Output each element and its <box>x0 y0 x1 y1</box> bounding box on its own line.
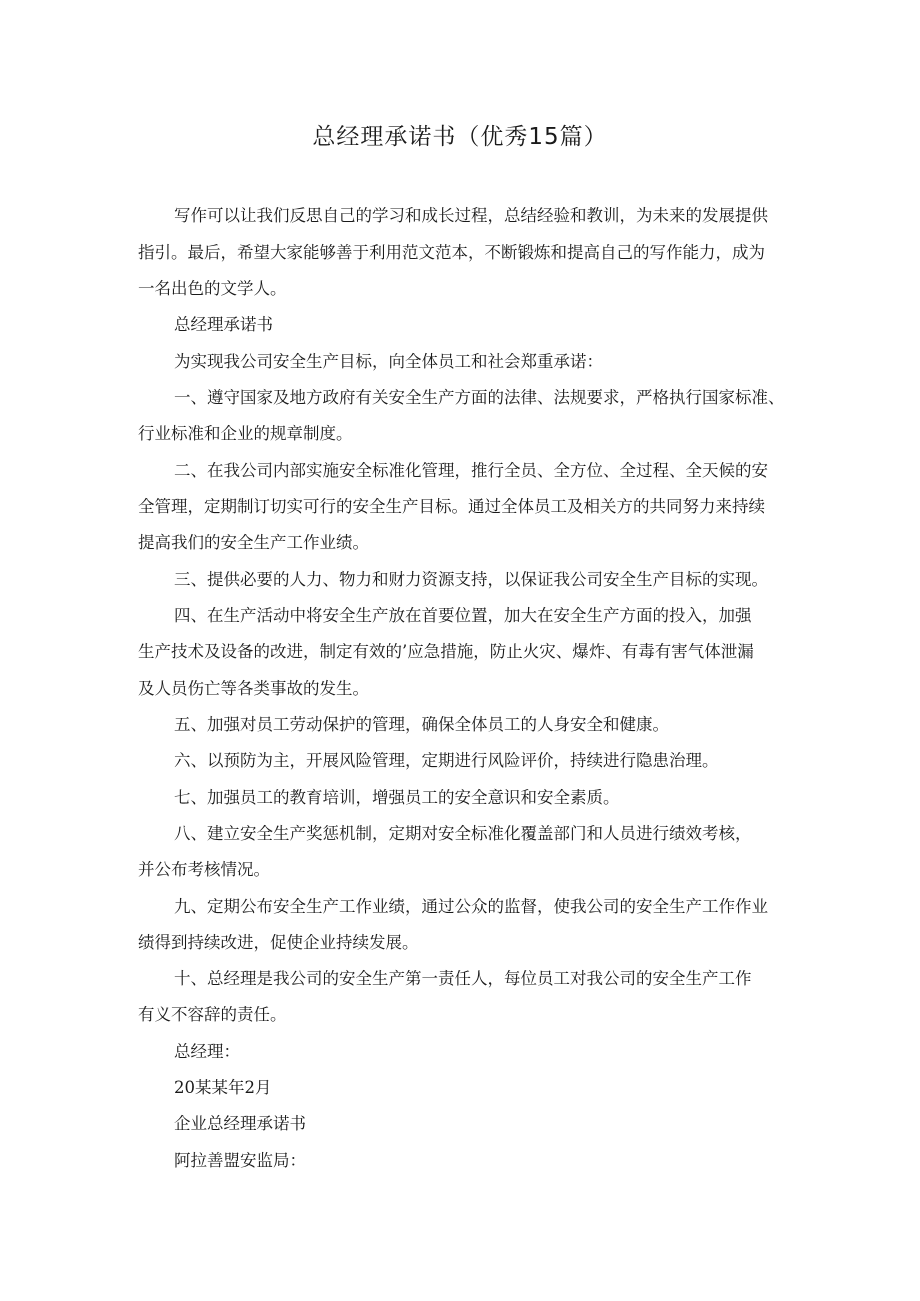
section-heading: 总经理承诺书 <box>174 315 273 334</box>
paragraph-line: 六、以预防为主，开展风险管理，定期进行风险评价，持续进行隐患治理。 <box>174 751 719 770</box>
paragraph-line: 并公布考核情况。 <box>138 860 270 879</box>
paragraph-line: 一、遵守国家及地方政府有关安全生产方面的法律、法规要求，严格执行国家标准、 <box>174 388 785 407</box>
paragraph-line: 八、建立安全生产奖惩机制，定期对安全标准化覆盖部门和人员进行绩效考核， <box>174 824 752 843</box>
section-heading: 企业总经理承诺书 <box>174 1114 306 1133</box>
paragraph-line: 生产技术及设备的改进，制定有效的’应急措施，防止火灾、爆炸、有毒有害气体泄漏 <box>138 642 754 661</box>
paragraph-line: 二、在我公司内部实施安全标准化管理，推行全员、全方位、全过程、全天候的安 <box>174 461 768 480</box>
paragraph-line: 绩得到持续改进，促使企业持续发展。 <box>138 933 419 952</box>
paragraph-line: 七、加强员工的教育培训，增强员工的安全意识和安全素质。 <box>174 788 620 807</box>
paragraph-line: 行业标准和企业的规章制度。 <box>138 424 353 443</box>
paragraph-line: 一名出色的文学人。 <box>138 279 287 298</box>
paragraph-line: 九、定期公布安全生产工作业绩，通过公众的监督，使我公司的安全生产工作作业 <box>174 897 768 916</box>
paragraph-line: 全管理，定期制订切实可行的安全生产目标。通过全体员工及相关方的共同努力来持续 <box>138 497 765 516</box>
paragraph-line: 及人员伤亡等各类事故的发生。 <box>138 679 369 698</box>
document-title: 总经理承诺书（优秀15篇） <box>312 124 608 150</box>
paragraph-line: 五、加强对员工劳动保护的管理，确保全体员工的人身安全和健康。 <box>174 715 669 734</box>
date-line: 20某某年2月 <box>174 1078 272 1097</box>
paragraph-line: 十、总经理是我公司的安全生产第一责任人，每位员工对我公司的安全生产工作 <box>174 969 752 988</box>
addressee-line: 阿拉善盟安监局： <box>174 1151 306 1170</box>
paragraph-line: 四、在生产活动中将安全生产放在首要位置，加大在安全生产方面的投入，加强 <box>174 606 752 625</box>
paragraph-line: 有义不容辞的责任。 <box>138 1005 287 1024</box>
paragraph-line: 写作可以让我们反思自己的学习和成长过程，总结经验和教训，为未来的发展提供 <box>174 206 768 225</box>
signature-label: 总经理： <box>174 1042 240 1061</box>
paragraph-line: 三、提供必要的人力、物力和财力资源支持，以保证我公司安全生产目标的实现。 <box>174 570 768 589</box>
paragraph-line: 指引。最后，希望大家能够善于利用范文范本，不断锻炼和提高自己的写作能力，成为 <box>138 243 765 262</box>
paragraph-line: 为实现我公司安全生产目标，向全体员工和社会郑重承诺： <box>174 352 603 371</box>
paragraph-line: 提高我们的安全生产工作业绩。 <box>138 533 369 552</box>
